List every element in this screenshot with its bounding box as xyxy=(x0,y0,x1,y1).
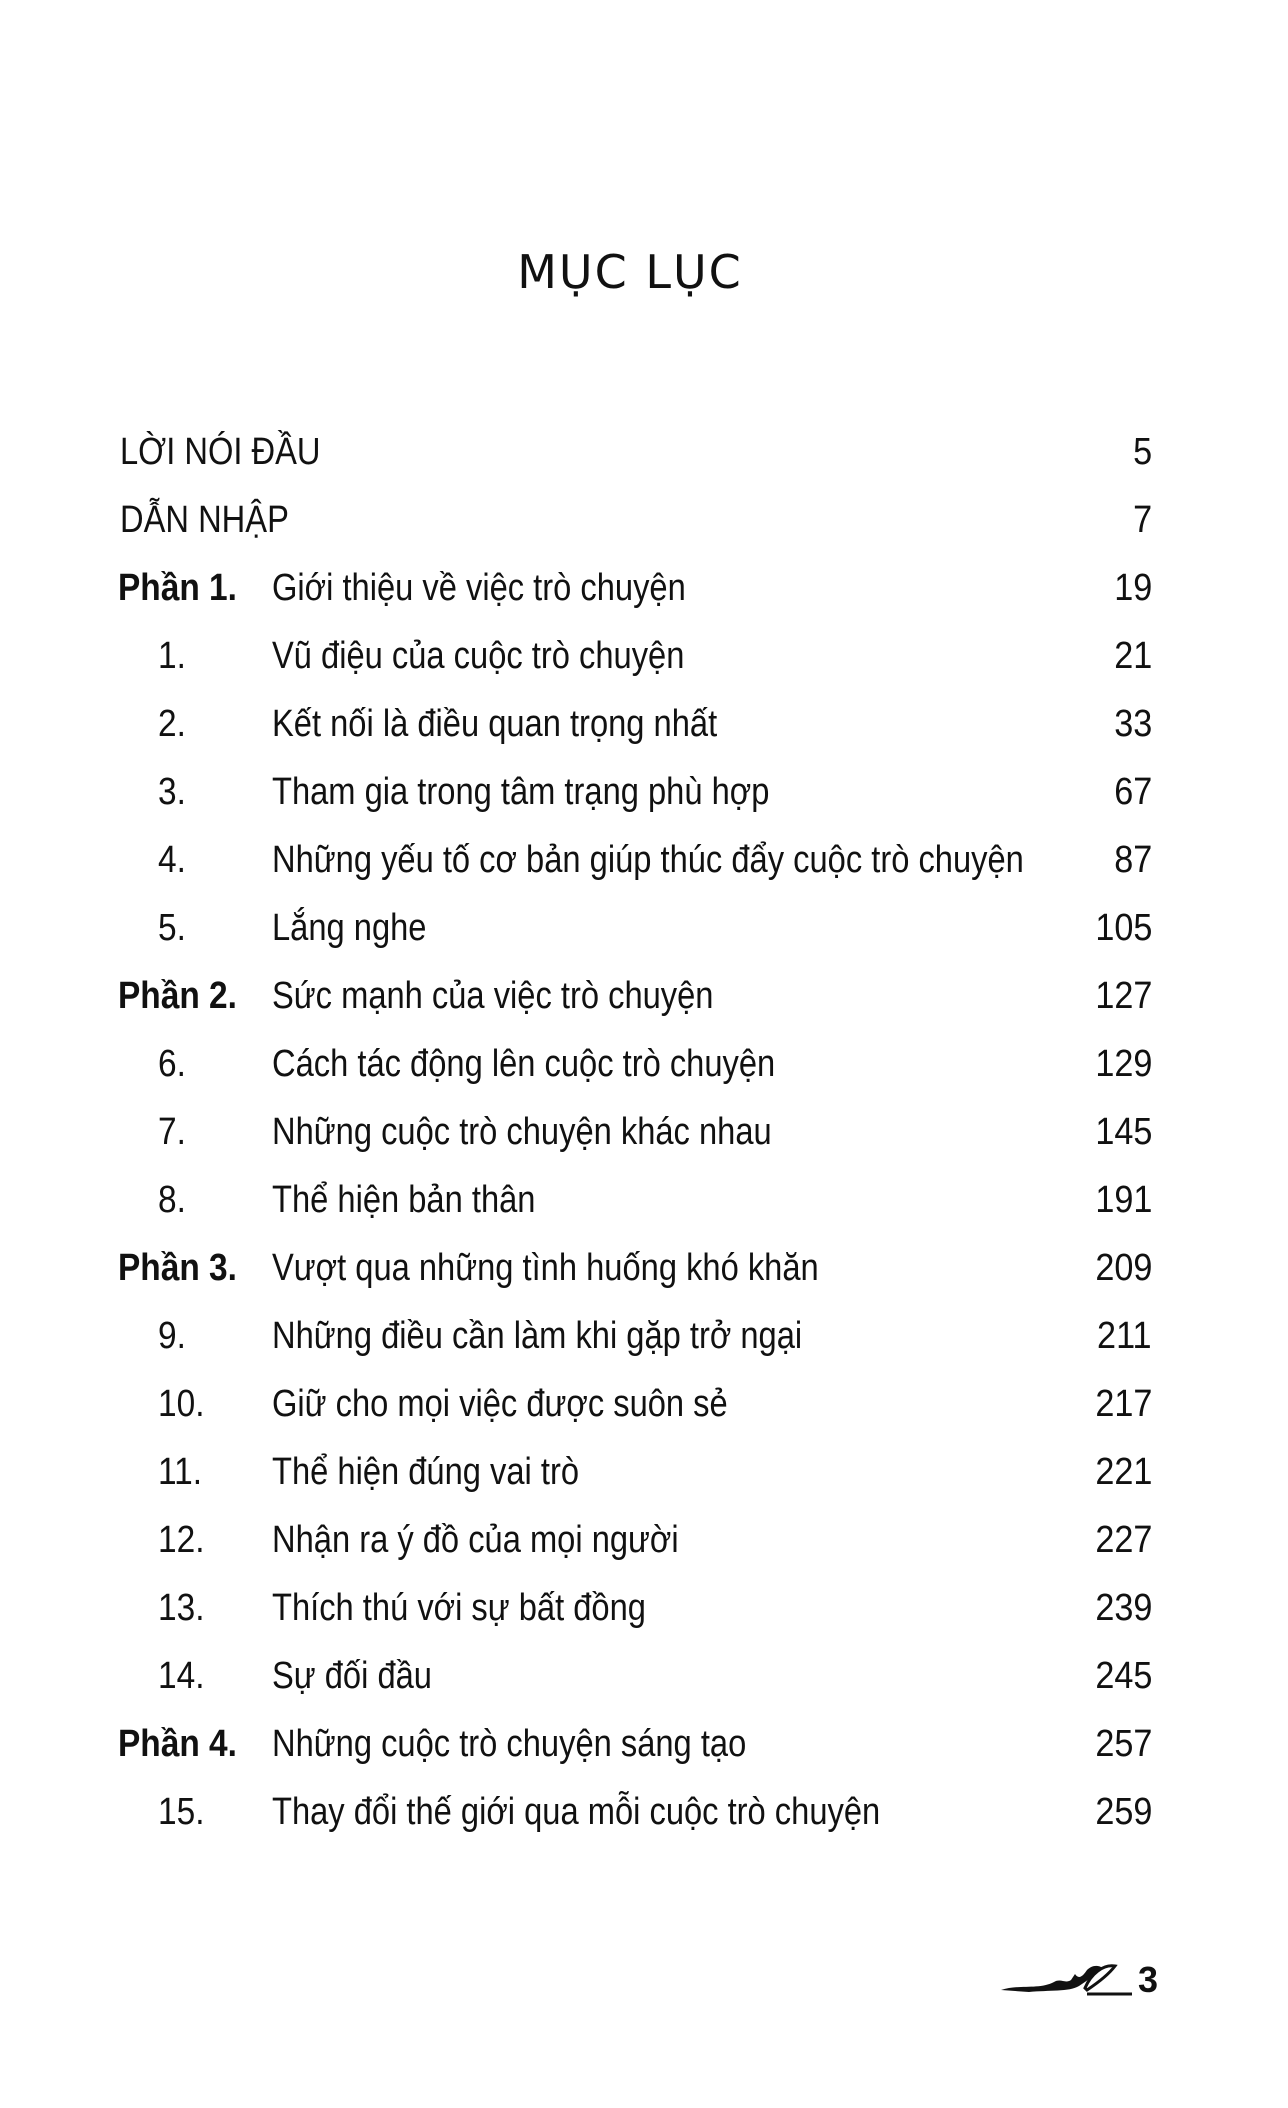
toc-entry xyxy=(0,626,1288,686)
toc-entry-title: Lắng nghe xyxy=(272,907,427,949)
toc-entry xyxy=(0,1646,1288,1706)
toc-entry xyxy=(0,490,1288,550)
toc-entry-title: Thể hiện bản thân xyxy=(272,1179,536,1221)
toc-chapter-number: 6. xyxy=(158,1043,186,1085)
toc-entry-page: 217 xyxy=(1094,1383,1152,1425)
toc-entry-title: Thể hiện đúng vai trò xyxy=(272,1451,580,1493)
toc-chapter-number: 9. xyxy=(158,1315,186,1357)
toc-entry-page: 221 xyxy=(1094,1451,1152,1493)
toc-part-entry xyxy=(0,558,1288,618)
toc-part-label: Phần 2. xyxy=(118,975,237,1017)
toc-part-label: Phần 3. xyxy=(118,1247,237,1289)
toc-chapter-number: 7. xyxy=(158,1111,186,1153)
toc-part-entry xyxy=(0,966,1288,1026)
toc-entry-title: Tham gia trong tâm trạng phù hợp xyxy=(272,771,770,813)
toc-entry xyxy=(0,694,1288,754)
toc-entry-page: 19 xyxy=(1113,567,1152,609)
toc-chapter-number: 4. xyxy=(158,839,186,881)
toc-chapter-number: 5. xyxy=(158,907,186,949)
toc-chapter-number: 15. xyxy=(158,1791,205,1833)
toc-entry-page: 129 xyxy=(1094,1043,1152,1085)
toc-chapter-number: 3. xyxy=(158,771,186,813)
toc-chapter-number: 8. xyxy=(158,1179,186,1221)
toc-part-label: Phần 4. xyxy=(118,1723,237,1765)
toc-entry-page: 5 xyxy=(1132,431,1152,473)
toc-entry xyxy=(0,1374,1288,1434)
toc-entry xyxy=(0,422,1288,482)
toc-entry-page: 7 xyxy=(1132,499,1152,541)
toc-entry-page: 227 xyxy=(1094,1519,1152,1561)
toc-entry-title: Vũ điệu của cuộc trò chuyện xyxy=(272,635,685,677)
toc-entry-title: DẪN NHẬP xyxy=(120,499,289,541)
toc-entry-title: Sức mạnh của việc trò chuyện xyxy=(272,975,714,1017)
toc-chapter-number: 14. xyxy=(158,1655,205,1697)
toc-chapter-number: 13. xyxy=(158,1587,205,1629)
toc-entry-title: Vượt qua những tình huống khó khăn xyxy=(272,1247,819,1289)
toc-entry-page: 191 xyxy=(1094,1179,1152,1221)
page-footer xyxy=(999,1950,1158,2000)
toc-chapter-number: 12. xyxy=(158,1519,205,1561)
toc-entry xyxy=(0,762,1288,822)
toc-entry-page: 21 xyxy=(1113,635,1152,677)
toc-entry xyxy=(0,830,1288,890)
toc-entry-title: Giữ cho mọi việc được suôn sẻ xyxy=(272,1383,728,1425)
toc-entry-title: Giới thiệu về việc trò chuyện xyxy=(272,567,686,609)
toc-chapter-number: 11. xyxy=(158,1451,203,1493)
toc-entry-title: Kết nối là điều quan trọng nhất xyxy=(272,703,718,745)
toc-entry xyxy=(0,1510,1288,1570)
page-number: 3 xyxy=(1137,1959,1158,2000)
toc-entry-page: 259 xyxy=(1094,1791,1152,1833)
toc-entry-title: Thay đổi thế giới qua mỗi cuộc trò chuyện xyxy=(272,1791,881,1833)
toc-entry xyxy=(0,1782,1288,1842)
toc-entry xyxy=(0,1578,1288,1638)
toc-chapter-number: 10. xyxy=(158,1383,205,1425)
toc-entry-page: 211 xyxy=(1097,1315,1152,1357)
toc-chapter-number: 2. xyxy=(158,703,186,745)
page-title: MỤC LỤC xyxy=(517,245,743,299)
toc-part-entry xyxy=(0,1714,1288,1774)
toc-entry xyxy=(0,1170,1288,1230)
toc-entry-title: Sự đối đầu xyxy=(272,1655,432,1697)
toc-entry-title: Những yếu tố cơ bản giúp thúc đẩy cuộc trò chuyện xyxy=(272,839,1024,881)
toc-entry-page: 257 xyxy=(1094,1723,1152,1765)
toc-entry-page: 33 xyxy=(1113,703,1152,745)
toc-part-label: Phần 1. xyxy=(118,567,237,609)
toc-entry-title: Nhận ra ý đồ của mọi người xyxy=(272,1519,679,1561)
toc-entry-page: 127 xyxy=(1094,975,1152,1017)
toc-entry-page: 145 xyxy=(1094,1111,1152,1153)
toc-entry-title: LỜI NÓI ĐẦU xyxy=(120,431,321,473)
toc-entry-page: 245 xyxy=(1094,1655,1152,1697)
toc-entry-title: Những cuộc trò chuyện khác nhau xyxy=(272,1111,772,1153)
toc-entry-title: Những điều cần làm khi gặp trở ngại xyxy=(272,1315,803,1357)
toc-entry-page: 209 xyxy=(1094,1247,1152,1289)
toc-entry-title: Thích thú với sự bất đồng xyxy=(272,1587,646,1629)
toc-chapter-number: 1. xyxy=(158,635,186,677)
toc-entry-page: 67 xyxy=(1113,771,1152,813)
toc-part-entry xyxy=(0,1238,1288,1298)
toc-entry xyxy=(0,1102,1288,1162)
toc-entry xyxy=(0,1306,1288,1366)
toc-entry-page: 87 xyxy=(1113,839,1152,881)
toc-entry xyxy=(0,1034,1288,1094)
toc-entry-title: Cách tác động lên cuộc trò chuyện xyxy=(272,1043,776,1085)
toc-entry xyxy=(0,898,1288,958)
toc-entry-page: 105 xyxy=(1094,907,1152,949)
toc-entry xyxy=(0,1442,1288,1502)
quill-ornament-icon xyxy=(999,1960,1134,2000)
toc-entry-page: 239 xyxy=(1094,1587,1152,1629)
toc-entry-title: Những cuộc trò chuyện sáng tạo xyxy=(272,1723,747,1765)
